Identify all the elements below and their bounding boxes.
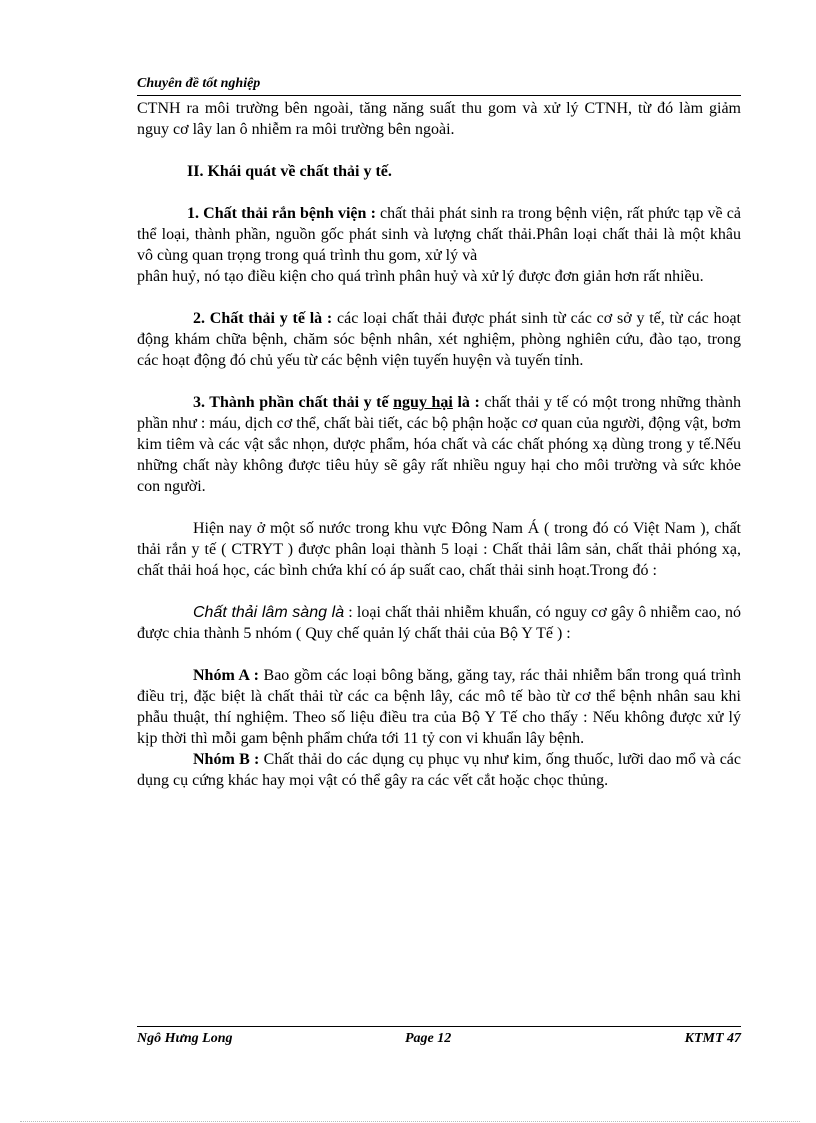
paragraph-medical-waste	[137, 308, 741, 371]
hazardous-label-end: là :	[452, 394, 480, 411]
page-footer	[137, 1026, 741, 1047]
hazardous-label: 3. Thành phần chất thải y tế	[193, 394, 394, 411]
header-title: Chuyên đề tốt nghiệp	[137, 76, 261, 91]
footer-author: Ngô Hưng Long	[137, 1031, 233, 1046]
medical-waste-label: 2. Chất thải y tế là :	[193, 310, 333, 327]
paragraph-solid-waste	[137, 203, 741, 266]
group-b-text: Chất thải do các dụng cụ phục vụ như kim, ống thuốc, lưỡi dao mổ và các dụng cụ cứng khác hay mọi vật có thể gây ra các vết cắt hoặc chọc thủng.	[137, 751, 742, 789]
medical-waste-text: các loại chất thải được phát sinh từ các cơ sở y tế, từ các hoạt động khám chữa bệnh, chăm sóc bệnh nhân, xét nghiệm, phòng nghiên cứu, đào tạo, trong các hoạt động đó chủ yếu từ các bệnh viện tuyến huyện và tuyến tỉnh.	[137, 310, 742, 369]
footer-page-number: Page 12	[405, 1031, 452, 1046]
page-header	[137, 76, 741, 96]
paragraph-solid-waste-cont: phân huỷ, nó tạo điều kiện cho quá trình phân huỷ và xử lý được đơn giản hơn rất nhiều.	[137, 268, 704, 285]
paragraph-clinical-waste	[137, 602, 741, 644]
paragraph-continuation: CTNH ra môi trường bên ngoài, tăng năng suất thu gom và xử lý CTNH, từ đó làm giảm nguy cơ lây lan ô nhiễm ra môi trường bên ngoài.	[137, 100, 741, 138]
paragraph-group-a	[137, 665, 741, 749]
paragraph-hazardous-components	[137, 392, 741, 497]
solid-waste-text: chất thải phát sinh ra trong bệnh viện, rất phức tạp về cả thể loại, thành phần, nguồn gốc phát sinh và lượng chất thải.Phân loại chất thải là một khâu vô cùng quan trọng trong quá trình thu gom, xử lý và	[137, 205, 741, 264]
paragraph-classification: Hiện nay ở một số nước trong khu vực Đông Nam Á ( trong đó có Việt Nam ), chất thải rắn y tế ( CTRYT ) được phân loại thành 5 loại : Chất thải lâm sản, chất thải phóng xạ, chất thải hoá học, các bình chứa khí có áp suất cao, chất thải sinh hoạt.Trong đó :	[137, 520, 741, 579]
clinical-waste-label: Chất thải lâm sàng là	[193, 604, 345, 621]
clinical-waste-text: : loại chất thải nhiễm khuẩn, có nguy cơ gây ô nhiễm cao, nó được chia thành 5 nhóm ( Quy chế quản lý chất thải của Bộ Y Tế ) :	[137, 604, 741, 642]
paragraph-group-b	[137, 749, 741, 791]
solid-waste-label: 1. Chất thải rắn bệnh viện :	[187, 205, 376, 222]
page-bottom-border	[20, 1121, 800, 1122]
group-a-label: Nhóm A :	[193, 667, 259, 684]
hazardous-text: chất thải y tế có một trong những thành phần như : máu, dịch cơ thể, chất bài tiết, các bộ phận hoặc cơ quan của người, động vật, bơm kim tiêm và các vật sắc nhọn, dược phẩm, hóa chất và các chất phóng xạ dùng trong y tế.Nếu những chất này không được tiêu hủy sẽ gây rất nhiều nguy hại cho môi trường và sức khỏe con người.	[137, 394, 742, 495]
hazardous-label-underlined: nguy hại	[393, 394, 453, 411]
document-body	[137, 98, 741, 791]
group-a-text: Bao gồm các loại bông băng, găng tay, rác thải nhiễm bẩn trong quá trình điều trị, đặc biệt là chất thải từ các ca bệnh lây, các mô tế bào từ cơ thể bệnh nhân sau khi phẫu thuật, thí nghiệm. Theo số liệu điều tra của Bộ Y Tế cho thấy : Nếu không được xử lý kịp thời thì mỗi gam bệnh phẩm chứa tới 11 tỷ con vi khuẩn lây bệnh.	[137, 667, 742, 747]
footer-class: KTMT 47	[684, 1031, 741, 1046]
group-b-label: Nhóm B :	[193, 751, 260, 768]
section-heading: II. Khái quát về chất thải y tế.	[187, 163, 392, 180]
